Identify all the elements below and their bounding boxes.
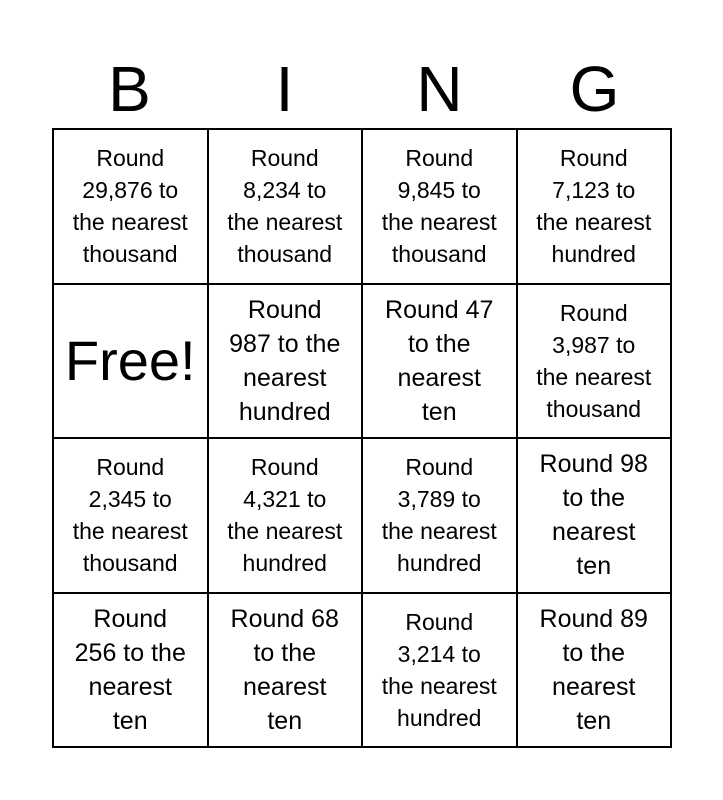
bingo-cell-r2c4[interactable]	[517, 284, 672, 439]
cell-text: Round 29,876 to the nearest thousand	[72, 145, 188, 268]
bingo-cell-r4c2[interactable]	[208, 593, 363, 748]
cell-text: Round 2,345 to the nearest thousand	[72, 454, 188, 577]
bingo-cell-r3c4[interactable]	[517, 438, 672, 593]
bingo-cell-r4c4[interactable]	[517, 593, 672, 748]
cell-text: Round 3,789 to the nearest hundred	[381, 454, 497, 577]
cell-text: Round 987 to the nearest hundred	[229, 295, 341, 426]
bingo-cell-r1c3[interactable]	[362, 129, 517, 284]
header-letter-g: G	[569, 53, 620, 125]
cell-text: Round 256 to the nearest ten	[74, 604, 186, 735]
bingo-cell-r3c1[interactable]	[53, 438, 208, 593]
bingo-cell-r4c1[interactable]	[53, 593, 208, 748]
bingo-board	[52, 128, 672, 748]
bingo-cell-r1c4[interactable]	[517, 129, 672, 284]
free-space-text: Free!	[64, 328, 196, 392]
cell-text: Round 8,234 to the nearest thousand	[227, 145, 343, 268]
bingo-cell-r1c1[interactable]	[53, 129, 208, 284]
bingo-cell-r2c3[interactable]	[362, 284, 517, 439]
bingo-cell-r4c3[interactable]	[362, 593, 517, 748]
bingo-cell-r2c2[interactable]	[208, 284, 363, 439]
cell-text: Round 98 to the nearest ten	[539, 450, 648, 581]
header-letter-n: N	[416, 53, 463, 125]
bingo-cell-r1c2[interactable]	[208, 129, 363, 284]
bingo-header	[52, 50, 672, 128]
header-letter-b: B	[108, 53, 151, 125]
bingo-cell-r3c2[interactable]	[208, 438, 363, 593]
cell-text: Round 68 to the nearest ten	[230, 604, 339, 735]
cell-text: Round 7,123 to the nearest hundred	[536, 145, 652, 268]
cell-text: Round 3,214 to the nearest hundred	[381, 608, 497, 731]
bingo-cell-free[interactable]	[53, 284, 208, 439]
cell-text: Round 3,987 to the nearest thousand	[536, 299, 652, 422]
cell-text: Round 9,845 to the nearest thousand	[381, 145, 497, 268]
header-letter-i: I	[275, 53, 294, 125]
cell-text: Round 89 to the nearest ten	[539, 604, 648, 735]
cell-text: Round 4,321 to the nearest hundred	[227, 454, 343, 577]
bingo-cell-r3c3[interactable]	[362, 438, 517, 593]
cell-text: Round 47 to the nearest ten	[385, 295, 494, 426]
